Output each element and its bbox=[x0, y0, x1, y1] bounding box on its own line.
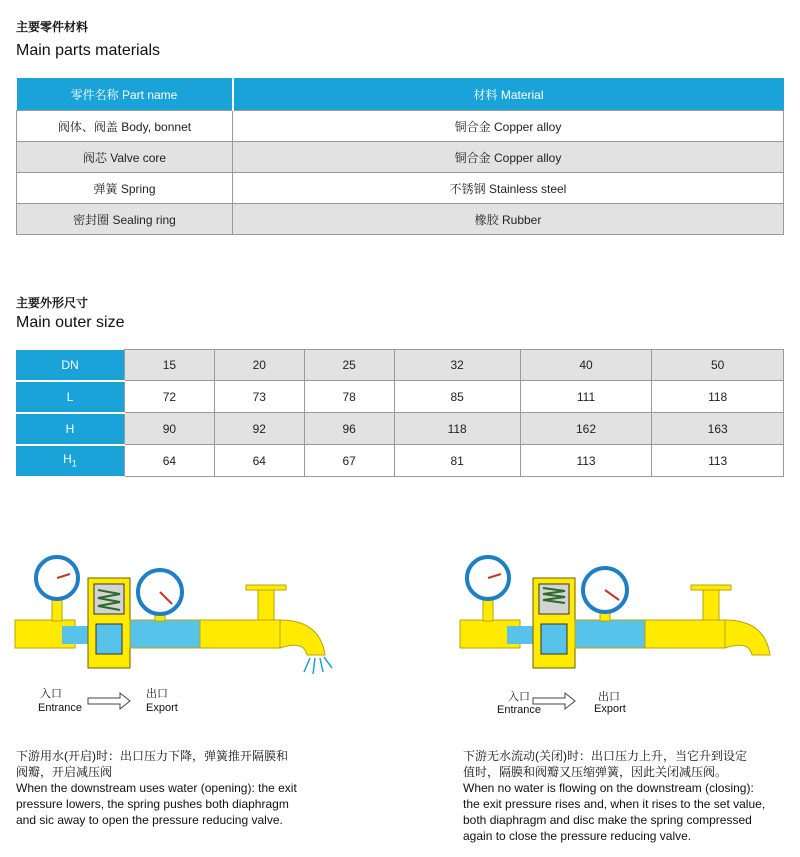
faucet-handle-icon bbox=[246, 585, 286, 590]
size-cell: 67 bbox=[304, 445, 394, 477]
row-header-dn: DN bbox=[16, 350, 125, 381]
material-cell: 橡胶 Rubber bbox=[233, 204, 784, 235]
caption-en-line: pressure lowers, the spring pushes both diaphragm bbox=[16, 797, 289, 811]
size-cell: 92 bbox=[214, 413, 304, 445]
column-header-part-name: 零件名称 Part name bbox=[17, 78, 233, 111]
size-cell: 50 bbox=[652, 350, 784, 381]
valve-closing-diagram bbox=[455, 550, 795, 720]
entrance-label-en: Entrance bbox=[38, 702, 83, 714]
size-cell: 162 bbox=[520, 413, 652, 445]
faucet-spout bbox=[280, 620, 325, 655]
table-row bbox=[17, 204, 784, 235]
caption-en-line: again to close the pressure reducing valve. bbox=[463, 829, 692, 843]
size-cell: 118 bbox=[394, 413, 520, 445]
size-cell: 40 bbox=[520, 350, 652, 381]
entrance-label-en: Entrance bbox=[497, 704, 542, 716]
table-row bbox=[16, 445, 784, 477]
table-row bbox=[16, 413, 784, 445]
size-cell: 32 bbox=[394, 350, 520, 381]
entrance-label-cn: 入口 bbox=[40, 688, 62, 700]
caption-cn-line: 值时，隔膜和阀瓣又压缩弹簧，因此关闭减压阀。 bbox=[463, 765, 728, 779]
size-cell: 64 bbox=[125, 445, 215, 477]
caption-cn-line: 下游无水流动(关闭)时：出口压力上升，当它升到设定 bbox=[463, 749, 747, 763]
water-spray-icon bbox=[304, 657, 332, 674]
table-row bbox=[16, 381, 784, 413]
size-cell: 64 bbox=[214, 445, 304, 477]
part-name-cell: 阀芯 Valve core bbox=[17, 142, 233, 173]
size-cell: 25 bbox=[304, 350, 394, 381]
size-cell: 90 bbox=[125, 413, 215, 445]
caption-en-line: and sic away to open the pressure reducing valve. bbox=[16, 813, 283, 827]
caption-en-line: both diaphragm and disc make the spring compressed bbox=[463, 813, 752, 827]
downstream-pipe bbox=[645, 620, 725, 648]
faucet-handle-icon bbox=[691, 585, 731, 590]
export-label-en: Export bbox=[146, 702, 178, 714]
valve-chamber bbox=[541, 624, 567, 654]
material-cell: 铜合金 Copper alloy bbox=[233, 111, 784, 142]
outlet-pipe-water bbox=[575, 620, 645, 648]
size-cell: 78 bbox=[304, 381, 394, 413]
table-row bbox=[16, 350, 784, 381]
table-row bbox=[17, 173, 784, 204]
outer-size-table bbox=[16, 349, 784, 478]
size-cell: 118 bbox=[652, 381, 784, 413]
size-cell: 96 bbox=[304, 413, 394, 445]
opening-caption bbox=[16, 748, 346, 828]
part-name-cell: 阀体、阀盖 Body, bonnet bbox=[17, 111, 233, 142]
outlet-pipe-water bbox=[130, 620, 200, 648]
caption-en-line: the exit pressure rises and, when it rises to the set value, bbox=[463, 797, 766, 811]
table-header-row bbox=[17, 78, 784, 111]
size-cell: 111 bbox=[520, 381, 652, 413]
entrance-label-cn: 入口 bbox=[508, 691, 530, 703]
part-name-cell: 密封圈 Sealing ring bbox=[17, 204, 233, 235]
export-label-cn: 出口 bbox=[598, 691, 620, 703]
faucet-stem bbox=[258, 590, 274, 620]
row-header-h1-subscript: 1 bbox=[71, 458, 77, 469]
size-cell: 15 bbox=[125, 350, 215, 381]
size-title-cn: 主要外形尺寸 bbox=[16, 296, 89, 310]
row-header-l: L bbox=[16, 381, 125, 413]
size-cell: 113 bbox=[520, 445, 652, 477]
size-cell: 81 bbox=[394, 445, 520, 477]
column-header-material: 材料 Material bbox=[233, 78, 784, 111]
export-label-cn: 出口 bbox=[146, 688, 168, 700]
parts-title-cn: 主要零件材料 bbox=[16, 20, 89, 34]
size-cell: 163 bbox=[652, 413, 784, 445]
caption-cn-line: 阀瓣，开启减压阀 bbox=[16, 765, 113, 779]
size-cell: 72 bbox=[125, 381, 215, 413]
export-label-en: Export bbox=[594, 703, 626, 715]
caption-en-line: When no water is flowing on the downstream (closing): bbox=[463, 781, 754, 795]
part-name-cell: 弹簧 Spring bbox=[17, 173, 233, 204]
row-header-h1-label: H bbox=[63, 452, 72, 467]
size-title-en: Main outer size bbox=[16, 314, 125, 331]
parts-title-en: Main parts materials bbox=[16, 42, 161, 59]
caption-cn-line: 下游用水(开启)时：出口压力下降，弹簧推开隔膜和 bbox=[16, 749, 288, 763]
valve-chamber bbox=[96, 624, 122, 654]
faucet-spout bbox=[725, 620, 770, 655]
table-row bbox=[17, 142, 784, 173]
size-cell: 113 bbox=[652, 445, 784, 477]
faucet-stem bbox=[703, 590, 719, 620]
size-cell: 73 bbox=[214, 381, 304, 413]
parts-materials-table bbox=[16, 78, 784, 235]
closing-caption bbox=[463, 748, 793, 844]
size-cell: 20 bbox=[214, 350, 304, 381]
size-cell: 85 bbox=[394, 381, 520, 413]
material-cell: 铜合金 Copper alloy bbox=[233, 142, 784, 173]
caption-en-line: When the downstream uses water (opening): the exit bbox=[16, 781, 297, 795]
row-header-h: H bbox=[16, 413, 125, 445]
material-cell: 不锈钢 Stainless steel bbox=[233, 173, 784, 204]
table-row bbox=[17, 111, 784, 142]
flow-arrow-icon bbox=[88, 693, 130, 709]
downstream-pipe bbox=[200, 620, 280, 648]
row-header-h1 bbox=[16, 445, 125, 477]
